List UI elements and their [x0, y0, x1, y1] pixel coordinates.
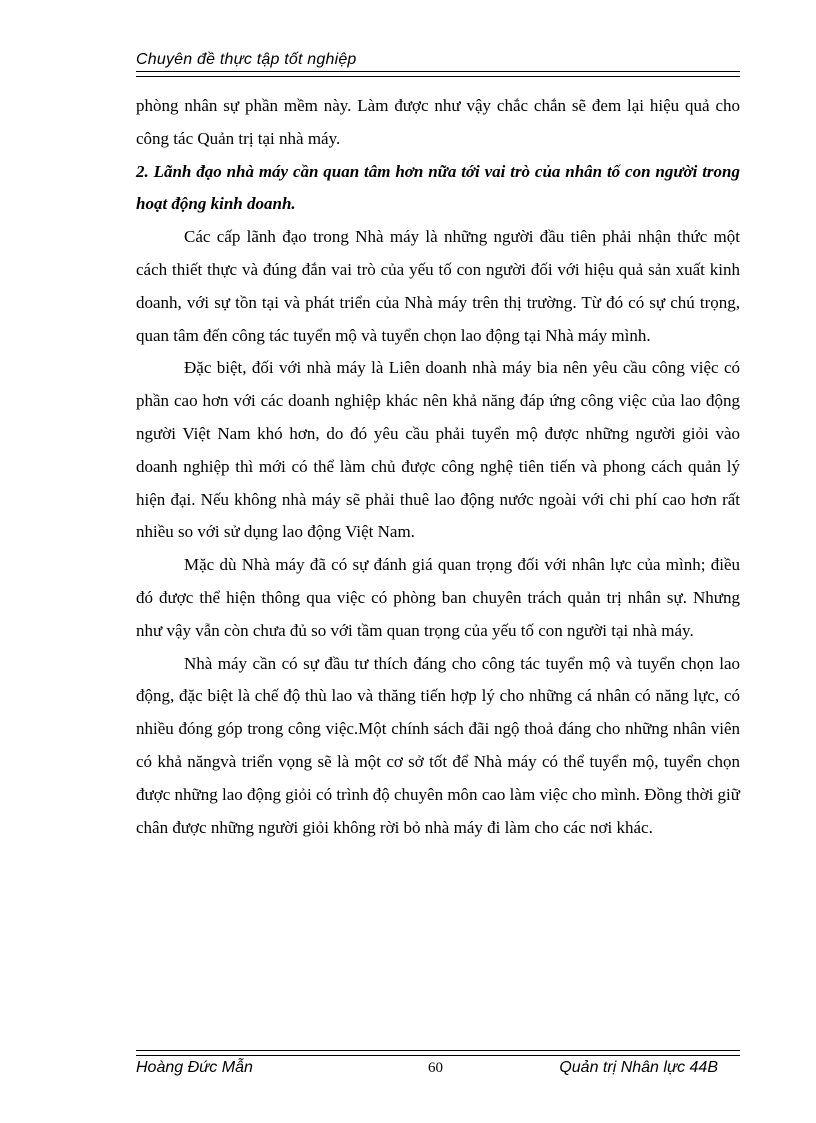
paragraph-continuation: phòng nhân sự phần mềm này. Làm được như vậy chắc chắn sẽ đem lại hiệu quả cho công tác Quản trị tại nhà máy.: [136, 96, 740, 148]
footer-department: Quản trị Nhân lực 44B: [559, 1059, 718, 1076]
header-rule: [136, 71, 740, 77]
page-footer: [136, 1050, 740, 1078]
footer-row: [136, 1058, 740, 1078]
section-heading: 2. Lãnh đạo nhà máy cần quan tâm hơn nữa tới vai trò của nhân tố con người trong hoạt động kinh doanh.: [136, 161, 740, 214]
footer-rule: [136, 1050, 740, 1056]
paragraph: Các cấp lãnh đạo trong Nhà máy là những người đầu tiên phải nhận thức một cách thiết thực và đúng đắn vai trò của yếu tố con người đối với hiệu quả sản xuất kinh doanh, với sự tồn tại và phát triển của Nhà máy trên thị trường. Từ đó có sự chú trọng, quan tâm đến công tác tuyển mộ và tuyển chọn lao động tại Nhà máy mình.: [136, 227, 740, 345]
paragraph: Đặc biệt, đối với nhà máy là Liên doanh nhà máy bia nên yêu cầu công việc có phần cao hơn với các doanh nghiệp khác nên khả năng đáp ứng công việc của lao động người Việt Nam khó hơn, do đó yêu cầu phải tuyển mộ được những người giỏi vào doanh nghiệp thì mới có thể làm chủ được công nghệ tiên tiến và phong cách quản lý hiện đại. Nếu không nhà máy sẽ phải thuê lao động nước ngoài với chi phí cao hơn rất nhiều so với sử dụng lao động Việt Nam.: [136, 358, 740, 542]
paragraph: Mặc dù Nhà máy đã có sự đánh giá quan trọng đối với nhân lực của mình; điều đó được thể hiện thông qua việc có phòng ban chuyên trách quản trị nhân sự. Nhưng như vậy vẫn còn chưa đủ so với tầm quan trọng của yếu tố con người tại nhà máy.: [136, 555, 740, 640]
page-header: [136, 50, 740, 77]
header-title: Chuyên đề thực tập tốt nghiệp: [136, 51, 357, 68]
paragraph: Nhà máy cần có sự đầu tư thích đáng cho công tác tuyển mộ và tuyển chọn lao động, đặc biệt là chế độ thù lao và thăng tiến hợp lý cho những cá nhân có năng lực, có nhiều đóng góp trong công việc.Một chính sách đãi ngộ thoả đáng cho những nhân viên có khả năngvà triển vọng sẽ là một cơ sở tốt để Nhà máy có thể tuyển mộ, tuyển chọn được những lao động giỏi có trình độ chuyên môn cao làm việc cho mình. Đồng thời giữ chân được những người giỏi không rời bỏ nhà máy đi làm cho các nơi khác.: [136, 653, 740, 837]
page-number: 60: [428, 1060, 443, 1076]
footer-author: Hoàng Đức Mẫn: [136, 1059, 253, 1076]
page-body: [136, 90, 740, 844]
